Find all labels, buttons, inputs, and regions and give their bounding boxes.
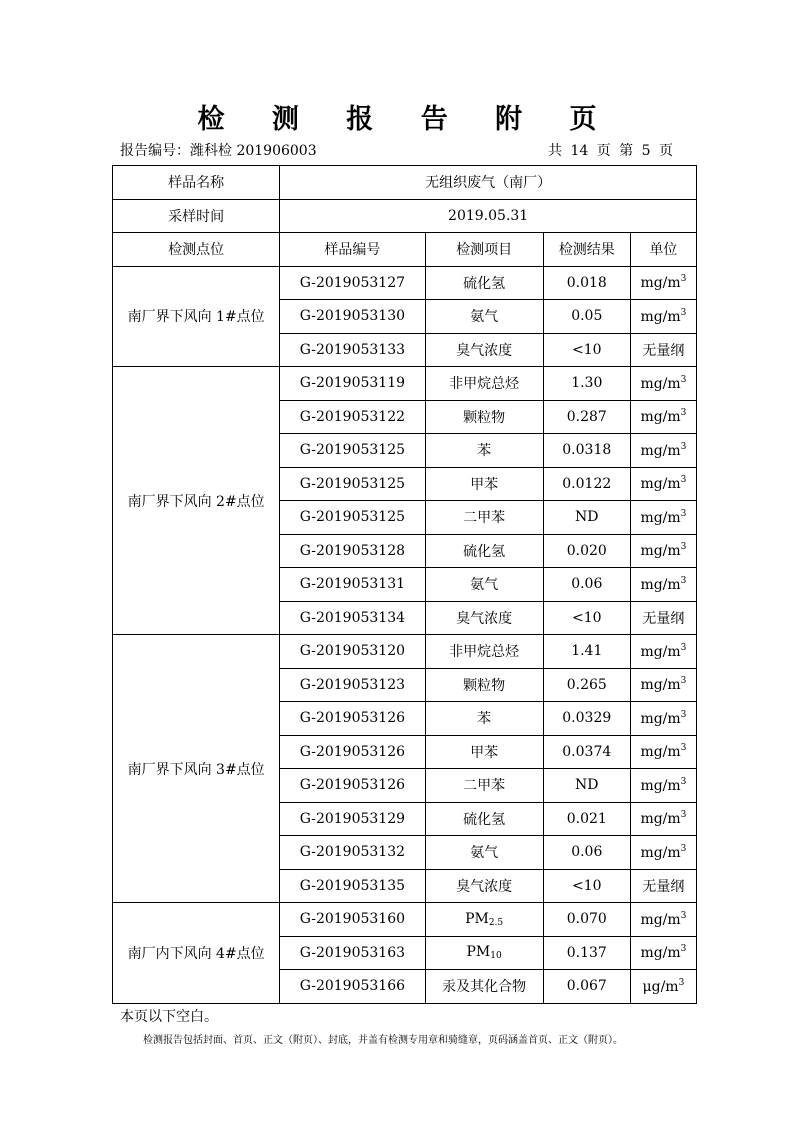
column-header: 检测点位: [113, 233, 280, 267]
test-item-cell: 臭气浓度: [425, 869, 543, 903]
result-cell: 0.020: [543, 534, 630, 568]
test-item-cell: 氨气: [425, 568, 543, 602]
sample-id-cell: G-2019053126: [280, 769, 425, 803]
sample-id-cell: G-2019053125: [280, 434, 425, 468]
sample-name-row: [113, 166, 697, 200]
unit-cell: 无量纲: [630, 869, 696, 903]
test-item-cell: 苯: [425, 702, 543, 736]
unit-cell: $mg/m^3$: [630, 434, 696, 468]
result-cell: ND: [543, 501, 630, 535]
result-cell: 0.021: [543, 802, 630, 836]
result-cell: ND: [543, 769, 630, 803]
blank-note: 本页以下空白。: [120, 1009, 218, 1025]
test-item-cell: 非甲烷总烃: [425, 635, 543, 669]
sample-id-cell: G-2019053131: [280, 568, 425, 602]
unit-cell: $mg/m^3$: [630, 635, 696, 669]
unit-cell: $mg/m^3$: [630, 534, 696, 568]
test-item-cell: 二甲苯: [425, 501, 543, 535]
result-cell: <10: [543, 601, 630, 635]
footer-note: 检测报告包括封面、首页、正文（附页）、封底，并盖有检测专用章和骑缝章，页码涵盖首页、正文（附页）。: [143, 1035, 623, 1046]
unit-cell: $mg/m^3$: [630, 769, 696, 803]
unit-cell: $\mu g/m^3$: [630, 970, 696, 1004]
unit-cell: $mg/m^3$: [630, 467, 696, 501]
table-row: [113, 266, 697, 300]
location-cell: 南厂界下风向 3#点位: [113, 635, 280, 903]
unit-cell: $mg/m^3$: [630, 400, 696, 434]
location-cell: 南厂界下风向 1#点位: [113, 266, 280, 367]
table-row: [113, 635, 697, 669]
column-header-row: [113, 233, 697, 267]
test-item-cell: $PM_{2.5}$: [425, 903, 543, 937]
test-item-cell: 硫化氢: [425, 534, 543, 568]
sample-id-cell: G-2019053120: [280, 635, 425, 669]
location-cell: 南厂内下风向 4#点位: [113, 903, 280, 1004]
location-cell: 南厂界下风向 2#点位: [113, 367, 280, 635]
sample-id-cell: G-2019053132: [280, 836, 425, 870]
test-item-cell: 颗粒物: [425, 668, 543, 702]
sample-id-cell: G-2019053135: [280, 869, 425, 903]
sample-id-cell: G-2019053123: [280, 668, 425, 702]
sample-id-cell: G-2019053125: [280, 467, 425, 501]
result-cell: 0.070: [543, 903, 630, 937]
test-item-cell: 硫化氢: [425, 802, 543, 836]
result-cell: 1.41: [543, 635, 630, 669]
column-header: 单位: [630, 233, 696, 267]
sample-id-cell: G-2019053119: [280, 367, 425, 401]
unit-cell: $mg/m^3$: [630, 668, 696, 702]
sample-id-cell: G-2019053126: [280, 702, 425, 736]
table-row: [113, 903, 697, 937]
test-item-cell: 氨气: [425, 836, 543, 870]
sample-id-cell: G-2019053134: [280, 601, 425, 635]
sampling-time-value: 2019.05.31: [280, 199, 697, 233]
unit-cell: $mg/m^3$: [630, 367, 696, 401]
report-number: 报告编号：潍科检 201906003: [120, 143, 317, 159]
test-item-cell: 二甲苯: [425, 769, 543, 803]
test-item-cell: $PM_{10}$: [425, 936, 543, 970]
column-header: 样品编号: [280, 233, 425, 267]
unit-cell: $mg/m^3$: [630, 266, 696, 300]
test-item-cell: 甲苯: [425, 467, 543, 501]
test-item-cell: 臭气浓度: [425, 601, 543, 635]
test-item-cell: 硫化氢: [425, 266, 543, 300]
result-cell: 0.137: [543, 936, 630, 970]
result-cell: 0.0318: [543, 434, 630, 468]
result-cell: 0.0122: [543, 467, 630, 501]
unit-cell: $mg/m^3$: [630, 735, 696, 769]
result-cell: <10: [543, 869, 630, 903]
sample-id-cell: G-2019053163: [280, 936, 425, 970]
sample-id-cell: G-2019053160: [280, 903, 425, 937]
sample-name-label: 样品名称: [113, 166, 280, 200]
result-cell: 0.05: [543, 300, 630, 334]
table-row: [113, 367, 697, 401]
column-header: 检测结果: [543, 233, 630, 267]
sample-id-cell: G-2019053125: [280, 501, 425, 535]
unit-cell: $mg/m^3$: [630, 903, 696, 937]
result-cell: 0.018: [543, 266, 630, 300]
sample-id-cell: G-2019053133: [280, 333, 425, 367]
result-cell: 0.067: [543, 970, 630, 1004]
unit-cell: 无量纲: [630, 601, 696, 635]
result-cell: 0.06: [543, 836, 630, 870]
unit-cell: $mg/m^3$: [630, 802, 696, 836]
result-cell: 0.0329: [543, 702, 630, 736]
unit-cell: $mg/m^3$: [630, 501, 696, 535]
unit-cell: $mg/m^3$: [630, 702, 696, 736]
sample-id-cell: G-2019053122: [280, 400, 425, 434]
unit-cell: $mg/m^3$: [630, 300, 696, 334]
result-cell: 0.0374: [543, 735, 630, 769]
sample-id-cell: G-2019053127: [280, 266, 425, 300]
unit-cell: $mg/m^3$: [630, 936, 696, 970]
sample-id-cell: G-2019053128: [280, 534, 425, 568]
test-item-cell: 汞及其化合物: [425, 970, 543, 1004]
sample-id-cell: G-2019053130: [280, 300, 425, 334]
unit-cell: 无量纲: [630, 333, 696, 367]
test-item-cell: 氨气: [425, 300, 543, 334]
sampling-time-row: [113, 199, 697, 233]
result-cell: 0.287: [543, 400, 630, 434]
sample-id-cell: G-2019053126: [280, 735, 425, 769]
sample-name-value: 无组织废气（南厂）: [280, 166, 697, 200]
page-title: 检 测 报 告 附 页: [197, 104, 616, 135]
test-item-cell: 颗粒物: [425, 400, 543, 434]
result-cell: 0.06: [543, 568, 630, 602]
test-item-cell: 非甲烷总烃: [425, 367, 543, 401]
column-header: 检测项目: [425, 233, 543, 267]
test-item-cell: 甲苯: [425, 735, 543, 769]
sampling-time-label: 采样时间: [113, 199, 280, 233]
result-cell: 0.265: [543, 668, 630, 702]
result-cell: <10: [543, 333, 630, 367]
unit-cell: $mg/m^3$: [630, 836, 696, 870]
test-item-cell: 苯: [425, 434, 543, 468]
page-info: 共 14 页 第 5 页: [548, 143, 673, 159]
result-cell: 1.30: [543, 367, 630, 401]
sample-id-cell: G-2019053129: [280, 802, 425, 836]
results-table: [112, 165, 697, 1004]
unit-cell: $mg/m^3$: [630, 568, 696, 602]
sample-id-cell: G-2019053166: [280, 970, 425, 1004]
test-item-cell: 臭气浓度: [425, 333, 543, 367]
